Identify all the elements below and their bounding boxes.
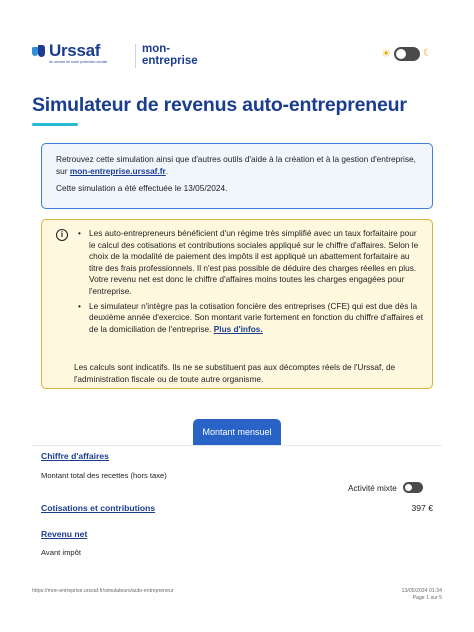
activite-mixte-label: Activité mixte <box>348 482 397 493</box>
mon-entreprise-line2: entreprise <box>142 55 198 67</box>
footer-datetime: 13/05/2024 01:34 <box>401 588 442 594</box>
more-info-link[interactable]: Plus d'infos. <box>213 323 263 334</box>
section-chiffre-affaires <box>41 451 109 461</box>
mon-entreprise-line1: mon- <box>142 43 171 55</box>
section-cotisations <box>41 503 155 513</box>
warning-list <box>78 228 424 338</box>
section-revenu-net <box>41 529 87 539</box>
chiffre-affaires-link[interactable]: Chiffre d'affaires <box>41 451 109 461</box>
theme-toggle[interactable] <box>394 47 420 61</box>
mon-entreprise-link[interactable]: mon-entreprise.urssaf.fr <box>69 165 166 176</box>
mon-entreprise-logo[interactable] <box>142 43 198 67</box>
urssaf-logo[interactable] <box>32 42 107 65</box>
activite-mixte-control[interactable] <box>348 482 423 493</box>
activite-mixte-toggle[interactable] <box>403 482 423 493</box>
urssaf-logo-name: Urssaf <box>49 41 101 60</box>
info-text: Retrouvez cette simulation ainsi que d'autres outils d'aide à la création et à la gestion d'entreprise, sur mon-entreprise.urssaf.fr. <box>56 154 416 176</box>
footer-page-number: Page 1 sur 5 <box>412 594 442 601</box>
simulation-date-text: Cette simulation a été effectuée le 13/05/2024. <box>56 183 228 193</box>
sun-icon: ☀ <box>381 47 392 60</box>
warning-box <box>41 219 433 389</box>
theme-switch[interactable] <box>381 47 432 61</box>
info-box <box>41 143 433 209</box>
list-item: • Les auto-entrepreneurs bénéficient d'un régime très simplifié avec un taux forfaitaire pour le calcul des cotisations et contributions sociales appliqué sur le chiffre d'affaires. Selon le choix de la modalité de paiement des impôts il est appliqué un abattement forfaitaire au titre des frais professionnels. Il n'est pas possible de déduire des charges réelles en plus. Votre revenu net est donc le chiffre d'affaires moins toutes les charges engagées pour l'entreprise. <box>78 228 424 298</box>
footer-meta <box>402 588 442 601</box>
disclaimer-text: Les calculs sont indicatifs. Ils ne se substituent pas aux décomptes réels de l'Urssaf, de l'administration fiscale ou de toute autre organisme. <box>74 362 396 384</box>
moon-icon: ☾ <box>423 48 432 59</box>
header <box>32 42 442 70</box>
urssaf-logo-icon <box>32 45 46 59</box>
cotisations-link[interactable]: Cotisations et contributions <box>41 503 156 513</box>
urssaf-logo-tagline: Au service de notre protection sociale <box>49 60 108 64</box>
revenu-net-link[interactable]: Revenu net <box>41 529 88 539</box>
cotisations-amount: 397 € <box>411 503 433 513</box>
revenu-net-subtitle: Avant impôt <box>41 548 81 557</box>
tab-divider <box>32 445 442 446</box>
footer-url: https://mon-entreprise.urssaf.fr/simulateurs/auto-entrepreneur <box>32 588 174 594</box>
chiffre-affaires-subtitle: Montant total des recettes (hors taxe) <box>41 471 167 480</box>
list-item: • Le simulateur n'intègre pas la cotisation foncière des entreprises (CFE) qui est due dès la deuxième année d'exercice. Son montant varie fortement en fonction du chiffre d'affaires et de la domiciliation de l'entreprise. Plus d'infos. <box>78 301 424 336</box>
page-title: Simulateur de revenus auto-entrepreneur <box>32 94 407 116</box>
title-underline <box>32 123 78 126</box>
tab-montant-mensuel[interactable]: Montant mensuel <box>193 419 281 445</box>
logo-divider <box>135 44 136 68</box>
info-circle-icon: i <box>56 229 68 241</box>
